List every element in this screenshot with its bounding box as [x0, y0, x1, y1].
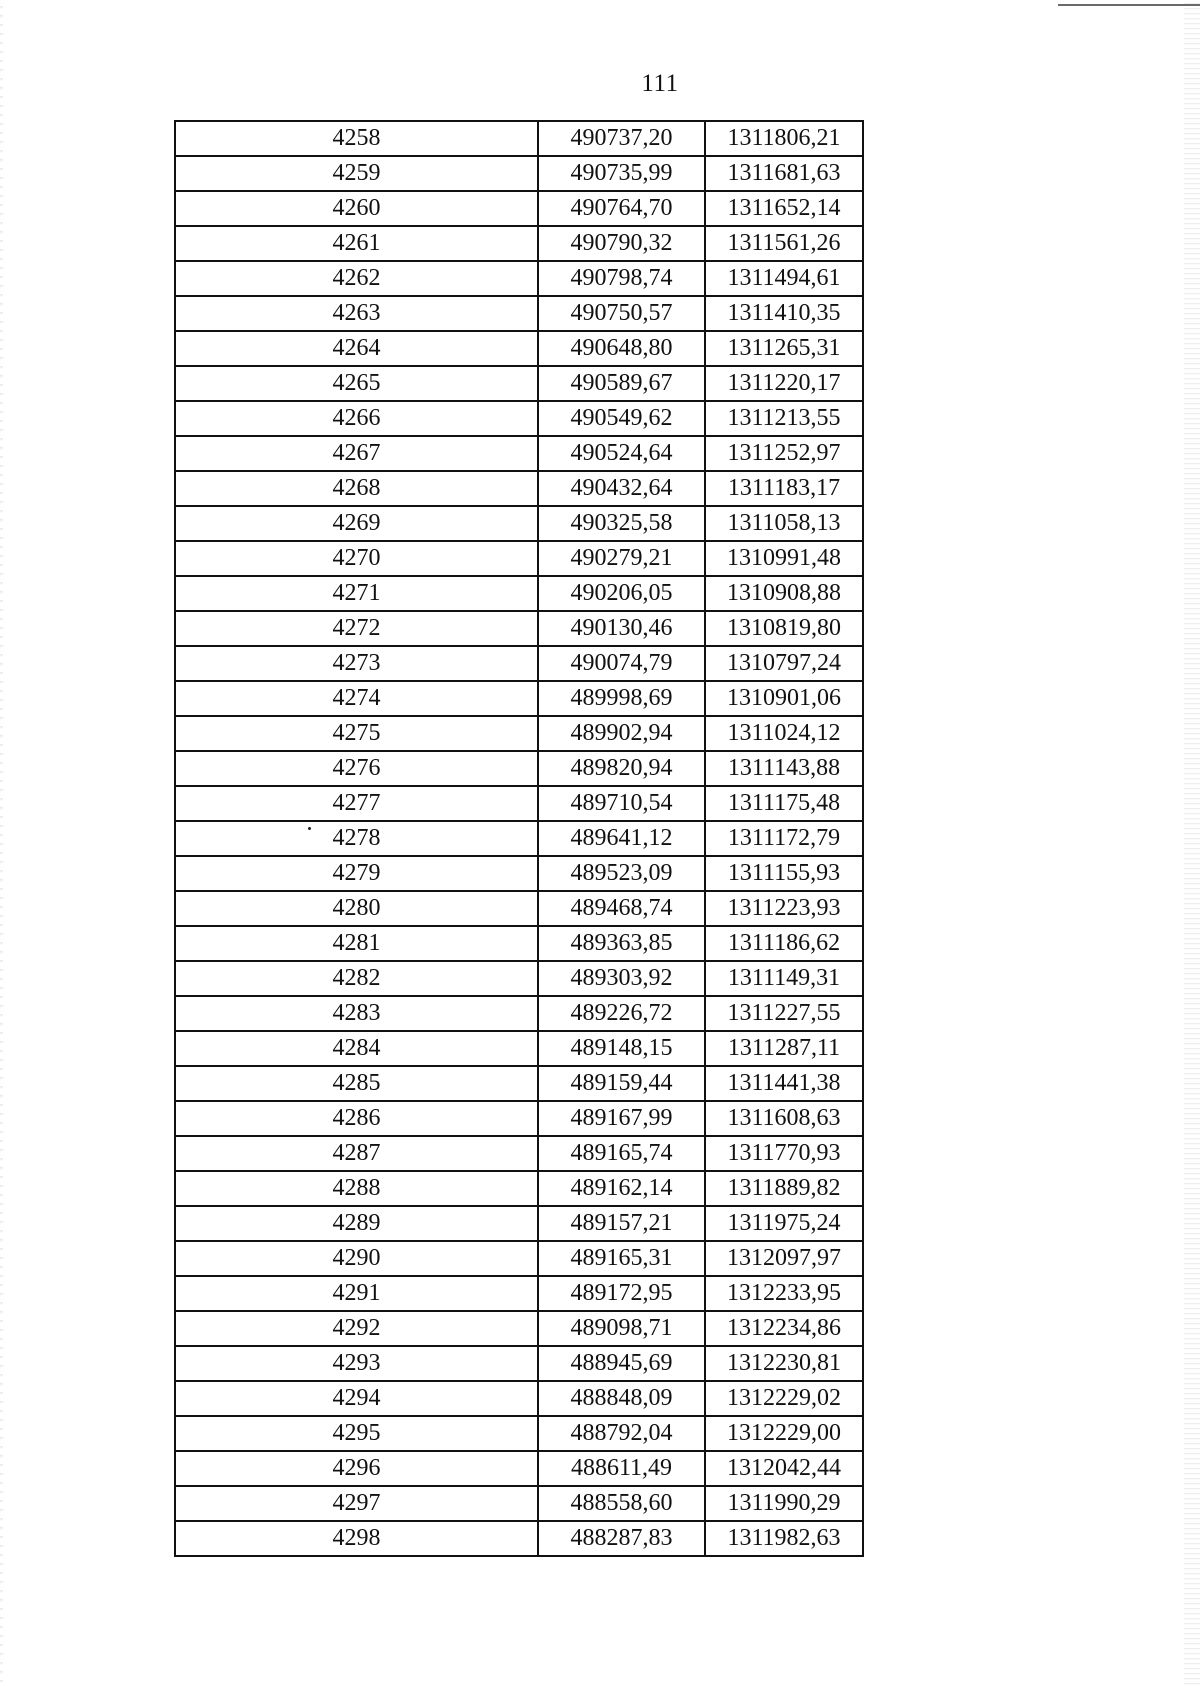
x-coordinate-cell: 490648,80 — [538, 331, 705, 366]
point-number-cell: 4282 — [175, 961, 538, 996]
table-row — [175, 576, 863, 611]
x-coordinate-cell: 488945,69 — [538, 1346, 705, 1381]
table-row — [175, 1031, 863, 1066]
point-number-cell: 4280 — [175, 891, 538, 926]
scan-edge-right — [1184, 0, 1200, 1686]
table-row — [175, 331, 863, 366]
point-number-cell: 4279 — [175, 856, 538, 891]
x-coordinate-cell: 490737,20 — [538, 121, 705, 156]
point-number-cell: 4260 — [175, 191, 538, 226]
table-row — [175, 1206, 863, 1241]
point-number-cell: 4272 — [175, 611, 538, 646]
point-number-cell: 4261 — [175, 226, 538, 261]
coordinates-table-body — [175, 121, 863, 1556]
y-coordinate-cell: 1311441,38 — [705, 1066, 863, 1101]
point-number-cell: 4293 — [175, 1346, 538, 1381]
x-coordinate-cell: 490790,32 — [538, 226, 705, 261]
coordinates-table — [174, 120, 864, 1557]
table-row — [175, 926, 863, 961]
table-row — [175, 366, 863, 401]
x-coordinate-cell: 488848,09 — [538, 1381, 705, 1416]
y-coordinate-cell: 1312097,97 — [705, 1241, 863, 1276]
table-row — [175, 1311, 863, 1346]
x-coordinate-cell: 489641,12 — [538, 821, 705, 856]
table-row — [175, 541, 863, 576]
x-coordinate-cell: 489157,21 — [538, 1206, 705, 1241]
x-coordinate-cell: 489902,94 — [538, 716, 705, 751]
table-row — [175, 611, 863, 646]
y-coordinate-cell: 1311806,21 — [705, 121, 863, 156]
point-number-cell: 4295 — [175, 1416, 538, 1451]
x-coordinate-cell: 489148,15 — [538, 1031, 705, 1066]
table-row — [175, 961, 863, 996]
x-coordinate-cell: 489820,94 — [538, 751, 705, 786]
y-coordinate-cell: 1311982,63 — [705, 1521, 863, 1556]
point-number-cell: 4288 — [175, 1171, 538, 1206]
x-coordinate-cell: 490325,58 — [538, 506, 705, 541]
x-coordinate-cell: 489165,31 — [538, 1241, 705, 1276]
x-coordinate-cell: 489098,71 — [538, 1311, 705, 1346]
y-coordinate-cell: 1311975,24 — [705, 1206, 863, 1241]
x-coordinate-cell: 490798,74 — [538, 261, 705, 296]
table-row — [175, 121, 863, 156]
point-number-cell: 4278 — [175, 821, 538, 856]
point-number-cell: 4283 — [175, 996, 538, 1031]
y-coordinate-cell: 1311652,14 — [705, 191, 863, 226]
y-coordinate-cell: 1311889,82 — [705, 1171, 863, 1206]
table-row — [175, 1066, 863, 1101]
table-row — [175, 226, 863, 261]
y-coordinate-cell: 1310908,88 — [705, 576, 863, 611]
point-number-cell: 4271 — [175, 576, 538, 611]
point-number-cell: 4281 — [175, 926, 538, 961]
point-number-cell: 4285 — [175, 1066, 538, 1101]
point-number-cell: 4276 — [175, 751, 538, 786]
point-number-cell: 4263 — [175, 296, 538, 331]
table-row — [175, 1521, 863, 1556]
x-coordinate-cell: 490764,70 — [538, 191, 705, 226]
y-coordinate-cell: 1310901,06 — [705, 681, 863, 716]
page-number: 111 — [641, 70, 679, 97]
table-row — [175, 1486, 863, 1521]
point-number-cell: 4274 — [175, 681, 538, 716]
table-row — [175, 1416, 863, 1451]
table-row — [175, 1381, 863, 1416]
x-coordinate-cell: 489167,99 — [538, 1101, 705, 1136]
point-number-cell: 4284 — [175, 1031, 538, 1066]
x-coordinate-cell: 490279,21 — [538, 541, 705, 576]
point-number-cell: 4289 — [175, 1206, 538, 1241]
y-coordinate-cell: 1311183,17 — [705, 471, 863, 506]
x-coordinate-cell: 489363,85 — [538, 926, 705, 961]
scan-speck — [308, 827, 311, 830]
table-row — [175, 261, 863, 296]
x-coordinate-cell: 490524,64 — [538, 436, 705, 471]
point-number-cell: 4265 — [175, 366, 538, 401]
table-row — [175, 786, 863, 821]
point-number-cell: 4291 — [175, 1276, 538, 1311]
point-number-cell: 4275 — [175, 716, 538, 751]
point-number-cell: 4292 — [175, 1311, 538, 1346]
x-coordinate-cell: 490735,99 — [538, 156, 705, 191]
y-coordinate-cell: 1312230,81 — [705, 1346, 863, 1381]
table-row — [175, 401, 863, 436]
table-row — [175, 191, 863, 226]
y-coordinate-cell: 1311265,31 — [705, 331, 863, 366]
scan-edge-left — [0, 0, 3, 1686]
y-coordinate-cell: 1311287,11 — [705, 1031, 863, 1066]
y-coordinate-cell: 1311175,48 — [705, 786, 863, 821]
x-coordinate-cell: 489159,44 — [538, 1066, 705, 1101]
point-number-cell: 4267 — [175, 436, 538, 471]
x-coordinate-cell: 488792,04 — [538, 1416, 705, 1451]
x-coordinate-cell: 489998,69 — [538, 681, 705, 716]
y-coordinate-cell: 1311220,17 — [705, 366, 863, 401]
point-number-cell: 4297 — [175, 1486, 538, 1521]
table-row — [175, 436, 863, 471]
table-row — [175, 1171, 863, 1206]
table-row — [175, 471, 863, 506]
x-coordinate-cell: 490589,67 — [538, 366, 705, 401]
point-number-cell: 4298 — [175, 1521, 538, 1556]
x-coordinate-cell: 489523,09 — [538, 856, 705, 891]
table-row — [175, 156, 863, 191]
x-coordinate-cell: 489172,95 — [538, 1276, 705, 1311]
point-number-cell: 4266 — [175, 401, 538, 436]
table-row — [175, 1451, 863, 1486]
y-coordinate-cell: 1311561,26 — [705, 226, 863, 261]
table-row — [175, 856, 863, 891]
x-coordinate-cell: 488287,83 — [538, 1521, 705, 1556]
table-row — [175, 821, 863, 856]
y-coordinate-cell: 1312042,44 — [705, 1451, 863, 1486]
table-row — [175, 1101, 863, 1136]
y-coordinate-cell: 1311494,61 — [705, 261, 863, 296]
table-row — [175, 646, 863, 681]
y-coordinate-cell: 1311990,29 — [705, 1486, 863, 1521]
y-coordinate-cell: 1312233,95 — [705, 1276, 863, 1311]
y-coordinate-cell: 1312234,86 — [705, 1311, 863, 1346]
y-coordinate-cell: 1311770,93 — [705, 1136, 863, 1171]
table-row — [175, 506, 863, 541]
y-coordinate-cell: 1311223,93 — [705, 891, 863, 926]
y-coordinate-cell: 1311024,12 — [705, 716, 863, 751]
point-number-cell: 4273 — [175, 646, 538, 681]
point-number-cell: 4290 — [175, 1241, 538, 1276]
y-coordinate-cell: 1311213,55 — [705, 401, 863, 436]
x-coordinate-cell: 490074,79 — [538, 646, 705, 681]
x-coordinate-cell: 488611,49 — [538, 1451, 705, 1486]
y-coordinate-cell: 1311227,55 — [705, 996, 863, 1031]
table-row — [175, 1346, 863, 1381]
x-coordinate-cell: 490206,05 — [538, 576, 705, 611]
y-coordinate-cell: 1311149,31 — [705, 961, 863, 996]
table-row — [175, 716, 863, 751]
y-coordinate-cell: 1311143,88 — [705, 751, 863, 786]
point-number-cell: 4270 — [175, 541, 538, 576]
table-row — [175, 1136, 863, 1171]
x-coordinate-cell: 488558,60 — [538, 1486, 705, 1521]
y-coordinate-cell: 1311410,35 — [705, 296, 863, 331]
x-coordinate-cell: 489710,54 — [538, 786, 705, 821]
table-row — [175, 751, 863, 786]
y-coordinate-cell: 1311608,63 — [705, 1101, 863, 1136]
x-coordinate-cell: 489165,74 — [538, 1136, 705, 1171]
table-row — [175, 681, 863, 716]
x-coordinate-cell: 490130,46 — [538, 611, 705, 646]
table-row — [175, 1276, 863, 1311]
point-number-cell: 4286 — [175, 1101, 538, 1136]
y-coordinate-cell: 1311058,13 — [705, 506, 863, 541]
point-number-cell: 4264 — [175, 331, 538, 366]
point-number-cell: 4294 — [175, 1381, 538, 1416]
y-coordinate-cell: 1311186,62 — [705, 926, 863, 961]
table-row — [175, 296, 863, 331]
x-coordinate-cell: 489303,92 — [538, 961, 705, 996]
x-coordinate-cell: 490432,64 — [538, 471, 705, 506]
y-coordinate-cell: 1311155,93 — [705, 856, 863, 891]
x-coordinate-cell: 489162,14 — [538, 1171, 705, 1206]
point-number-cell: 4259 — [175, 156, 538, 191]
point-number-cell: 4262 — [175, 261, 538, 296]
y-coordinate-cell: 1310991,48 — [705, 541, 863, 576]
y-coordinate-cell: 1311172,79 — [705, 821, 863, 856]
point-number-cell: 4296 — [175, 1451, 538, 1486]
x-coordinate-cell: 490750,57 — [538, 296, 705, 331]
y-coordinate-cell: 1312229,02 — [705, 1381, 863, 1416]
table-row — [175, 996, 863, 1031]
table-row — [175, 891, 863, 926]
table-row — [175, 1241, 863, 1276]
top-rule — [1058, 4, 1200, 6]
point-number-cell: 4258 — [175, 121, 538, 156]
y-coordinate-cell: 1311681,63 — [705, 156, 863, 191]
y-coordinate-cell: 1310797,24 — [705, 646, 863, 681]
x-coordinate-cell: 489468,74 — [538, 891, 705, 926]
point-number-cell: 4287 — [175, 1136, 538, 1171]
x-coordinate-cell: 489226,72 — [538, 996, 705, 1031]
y-coordinate-cell: 1310819,80 — [705, 611, 863, 646]
point-number-cell: 4268 — [175, 471, 538, 506]
point-number-cell: 4277 — [175, 786, 538, 821]
x-coordinate-cell: 490549,62 — [538, 401, 705, 436]
point-number-cell: 4269 — [175, 506, 538, 541]
y-coordinate-cell: 1312229,00 — [705, 1416, 863, 1451]
y-coordinate-cell: 1311252,97 — [705, 436, 863, 471]
